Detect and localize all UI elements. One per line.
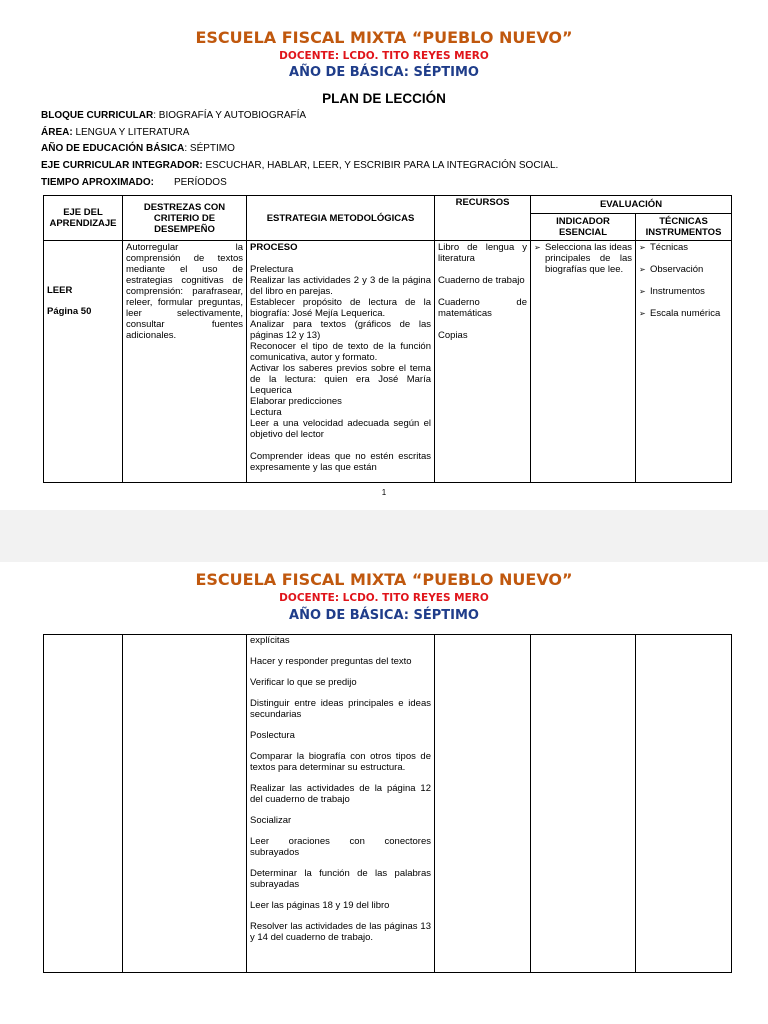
estrategia-item: Verificar lo que se predijo [250,677,357,688]
info-area-value: LENGUA Y LITERATURA [72,127,190,138]
info-tiempo-label: TIEMPO APROXIMADO: [41,177,154,188]
info-anio [41,143,235,154]
destreza-cell [123,635,247,973]
estrategia-item: explícitas [250,635,290,646]
tecnica-text: Técnicas [650,242,689,253]
estrategia-item: Comparar la biografía con otros tipos de textos para determinar su estructura. [250,751,431,773]
tecnica-item [639,308,728,319]
estrategia-item: Reconocer el tipo de texto de la función comunicativa, autor y formato. [250,341,431,363]
lesson-table-page-1 [43,195,732,483]
estrategia-item: Establecer propósito de lectura de la biografía: José Mejía Lequerica. [250,297,431,319]
info-tiempo [41,177,227,188]
estrategia-item: Activar los saberes previos sobre el tema de la lectura: quien era José María Lequerica [250,363,431,396]
estrategia-item: Realizar las actividades 2 y 3 de la página del libro en parejas. [250,275,431,297]
estrategia-item: Leer las páginas 18 y 19 del libro [250,900,390,911]
estrategia-cell [247,241,435,483]
tecnica-item [639,286,728,297]
destreza-cell: Autorregular la comprensión de textos mediante el uso de estrategias cognitivas de comprensión: parafrasear, releer, formular preguntas, leer selectivamente, consultar fuentes adicionales. [123,241,247,483]
estrategia-item: Distinguir entre ideas principales e ideas secundarias [250,698,431,720]
header-evaluacion: EVALUACIÓN [531,196,732,214]
info-eje-label: EJE CURRICULAR INTEGRADOR: [41,160,203,171]
estrategia-item: Analizar para textos (gráficos de las páginas 12 y 13) [250,319,431,341]
arrow-bullet-icon: ➢ [639,309,646,318]
estrategia-item: Poslectura [250,730,295,741]
header-tecnicas: TÉCNICAS INSTRUMENTOS [636,214,732,241]
lesson-table-page-2 [43,634,732,973]
page-1 [0,0,768,510]
tecnica-item [639,242,728,253]
info-anio-value: : SÉPTIMO [184,143,235,154]
estrategia-title: PROCESO [250,242,298,253]
grade-level: AÑO DE BÁSICA: SÉPTIMO [289,65,479,80]
recurso-item: Cuaderno de trabajo [438,275,525,286]
eje-cell [44,241,123,483]
indicador-cell [531,241,636,483]
indicador-cell [531,635,636,973]
indicador-text: Selecciona las ideas principales de las biografías que lee. [545,242,632,275]
tecnica-item [639,264,728,275]
header-destrezas: DESTREZAS CON CRITERIO DE DESEMPEÑO [123,196,247,241]
estrategia-item: Hacer y responder preguntas del texto [250,656,412,667]
estrategia-item: Socializar [250,815,292,826]
header-recursos: RECURSOS [435,196,531,241]
header-indicador: INDICADOR ESENCIAL [531,214,636,241]
eje-leer: LEER [47,285,73,296]
eje-cell [44,635,123,973]
page-2 [0,562,768,1024]
arrow-bullet-icon: ➢ [639,243,646,252]
school-name: ESCUELA FISCAL MIXTA “PUEBLO NUEVO” [195,570,573,589]
recursos-cell [435,635,531,973]
page-number: 1 [381,488,387,497]
teacher-name: DOCENTE: LCDO. TITO REYES MERO [279,50,489,62]
info-anio-label: AÑO DE EDUCACIÓN BÁSICA [41,143,185,154]
teacher-name: DOCENTE: LCDO. TITO REYES MERO [279,592,489,604]
info-bloque-label: BLOQUE CURRICULAR [41,110,154,121]
info-bloque [41,110,306,121]
estrategia-item: Determinar la función de las palabras subrayadas [250,868,431,890]
tecnica-text: Instrumentos [650,286,705,297]
recurso-item: Cuaderno de matemáticas [438,297,527,319]
estrategia-item: Leer oraciones con conectores subrayados [250,836,431,858]
info-bloque-value: : BIOGRAFÍA Y AUTOBIOGRAFÍA [153,110,307,121]
indicador-item [534,242,632,275]
info-tiempo-value: PERÍODOS [173,177,227,188]
header-eje: EJE DEL APRENDIZAJE [44,196,123,241]
estrategia-item: Comprender ideas que no estén escritas expresamente y las que están [250,451,431,473]
estrategia-item: Lectura [250,407,282,418]
recurso-item: Libro de lengua y literatura [438,242,527,264]
estrategia-item: Realizar las actividades de la página 12 del cuaderno de trabajo [250,783,431,805]
recursos-cell [435,241,531,483]
info-area-label: ÁREA: [41,127,73,138]
school-name: ESCUELA FISCAL MIXTA “PUEBLO NUEVO” [195,28,573,47]
estrategia-cell [247,635,435,973]
estrategia-item: Resolver las actividades de las páginas 13 y 14 del cuaderno de trabajo. [250,921,431,943]
page-gap [0,510,768,562]
info-eje-value: ESCUCHAR, HABLAR, LEER, Y ESCRIBIR PARA LA INTEGRACIÓN SOCIAL. [202,160,559,171]
info-area [41,127,189,138]
arrow-bullet-icon: ➢ [639,265,646,274]
tecnica-text: Observación [650,264,704,275]
grade-level: AÑO DE BÁSICA: SÉPTIMO [289,608,479,623]
plan-title: PLAN DE LECCIÓN [322,91,446,106]
estrategia-item: Leer a una velocidad adecuada según el objetivo del lector [250,418,431,440]
arrow-bullet-icon: ➢ [534,243,541,252]
estrategia-item: Prelectura [250,264,294,275]
eje-pagina: Página 50 [47,306,92,317]
estrategia-item: Elaborar predicciones [250,396,342,407]
info-eje [41,160,558,171]
tecnica-text: Escala numérica [650,308,721,319]
arrow-bullet-icon: ➢ [639,287,646,296]
tecnicas-cell [636,241,732,483]
header-estrategia: ESTRATEGIA METODOLÓGICAS [247,196,435,241]
tecnicas-cell [636,635,732,973]
recurso-item: Copias [438,330,468,341]
